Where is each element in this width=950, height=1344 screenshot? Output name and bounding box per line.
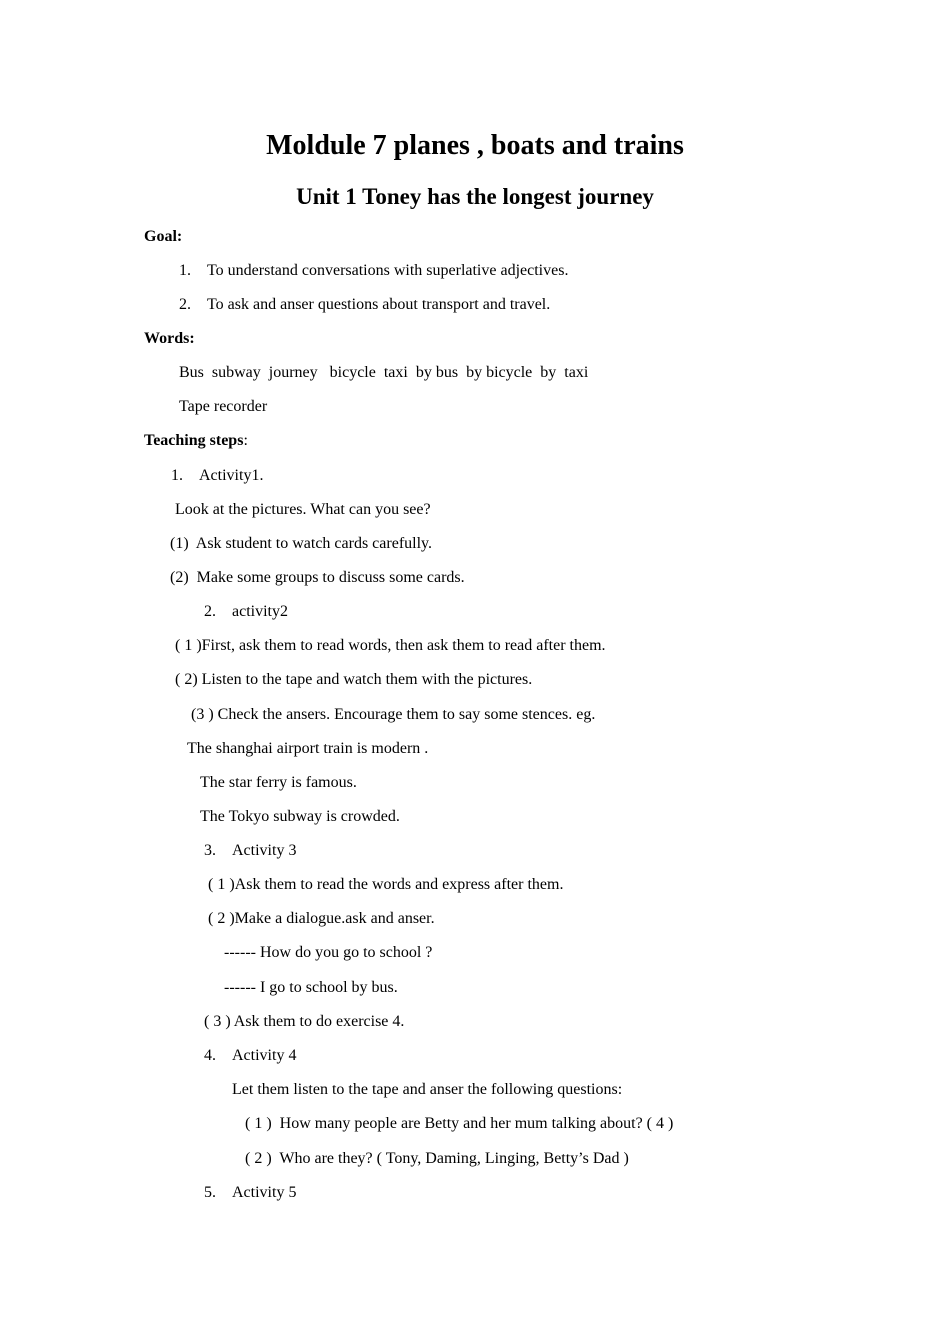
activity-number: 4. xyxy=(204,1047,216,1064)
words-heading: Words: xyxy=(144,330,195,347)
words-list: Tape recorder xyxy=(179,398,268,415)
activity-text: Let them listen to the tape and anser the following questions: xyxy=(232,1081,623,1098)
activity-label: Activity 3 xyxy=(232,842,297,859)
goal-item-text: To understand conversations with superlative adjectives. xyxy=(207,262,569,279)
document-subtitle: Unit 1 Toney has the longest journey xyxy=(296,184,654,209)
example-sentence: The shanghai airport train is modern . xyxy=(187,740,429,757)
document-title: Moldule 7 planes , boats and trains xyxy=(266,130,684,161)
activity-text: Look at the pictures. What can you see? xyxy=(175,501,431,518)
activity-label: activity2 xyxy=(232,603,288,620)
activity-step: ( 1 )First, ask them to read words, then ask them to read after them. xyxy=(175,637,606,654)
activity-step: ( 3 ) Ask them to do exercise 4. xyxy=(204,1013,405,1030)
goal-item-number: 1. xyxy=(179,262,191,279)
example-sentence: The star ferry is famous. xyxy=(200,774,357,791)
activity-step: (2) Make some groups to discuss some cards. xyxy=(170,569,465,586)
activity-label: Activity 4 xyxy=(232,1047,297,1064)
activity-step: (1) Ask student to watch cards carefully. xyxy=(170,535,432,552)
activity-step: ( 2 )Make a dialogue.ask and anser. xyxy=(208,910,435,927)
activity-number: 1. xyxy=(171,467,183,484)
goal-item-number: 2. xyxy=(179,296,191,313)
teaching-steps-label: Teaching steps xyxy=(144,432,244,449)
words-list: Bus subway journey bicycle taxi by bus by bicycle by taxi xyxy=(179,364,589,381)
question-item: ( 2 ) Who are they? ( Tony, Daming, Linging, Betty’s Dad ) xyxy=(245,1150,629,1167)
teaching-steps-heading xyxy=(144,431,248,451)
activity-step: ( 1 )Ask them to read the words and express after them. xyxy=(208,876,564,893)
goal-heading: Goal: xyxy=(144,228,183,245)
activity-number: 5. xyxy=(204,1184,216,1201)
dialogue-line: ------ I go to school by bus. xyxy=(224,979,398,996)
teaching-steps-colon: : xyxy=(243,432,248,449)
example-sentence: The Tokyo subway is crowded. xyxy=(200,808,400,825)
goal-item-text: To ask and anser questions about transport and travel. xyxy=(207,296,551,313)
activity-label: Activity 5 xyxy=(232,1184,297,1201)
activity-step: (3 ) Check the ansers. Encourage them to say some stences. eg. xyxy=(191,706,596,723)
activity-number: 3. xyxy=(204,842,216,859)
activity-label: Activity1. xyxy=(199,467,264,484)
dialogue-line: ------ How do you go to school ? xyxy=(224,944,433,961)
question-item: ( 1 ) How many people are Betty and her mum talking about? ( 4 ) xyxy=(245,1115,674,1132)
activity-step: ( 2) Listen to the tape and watch them with the pictures. xyxy=(175,671,533,688)
activity-number: 2. xyxy=(204,603,216,620)
